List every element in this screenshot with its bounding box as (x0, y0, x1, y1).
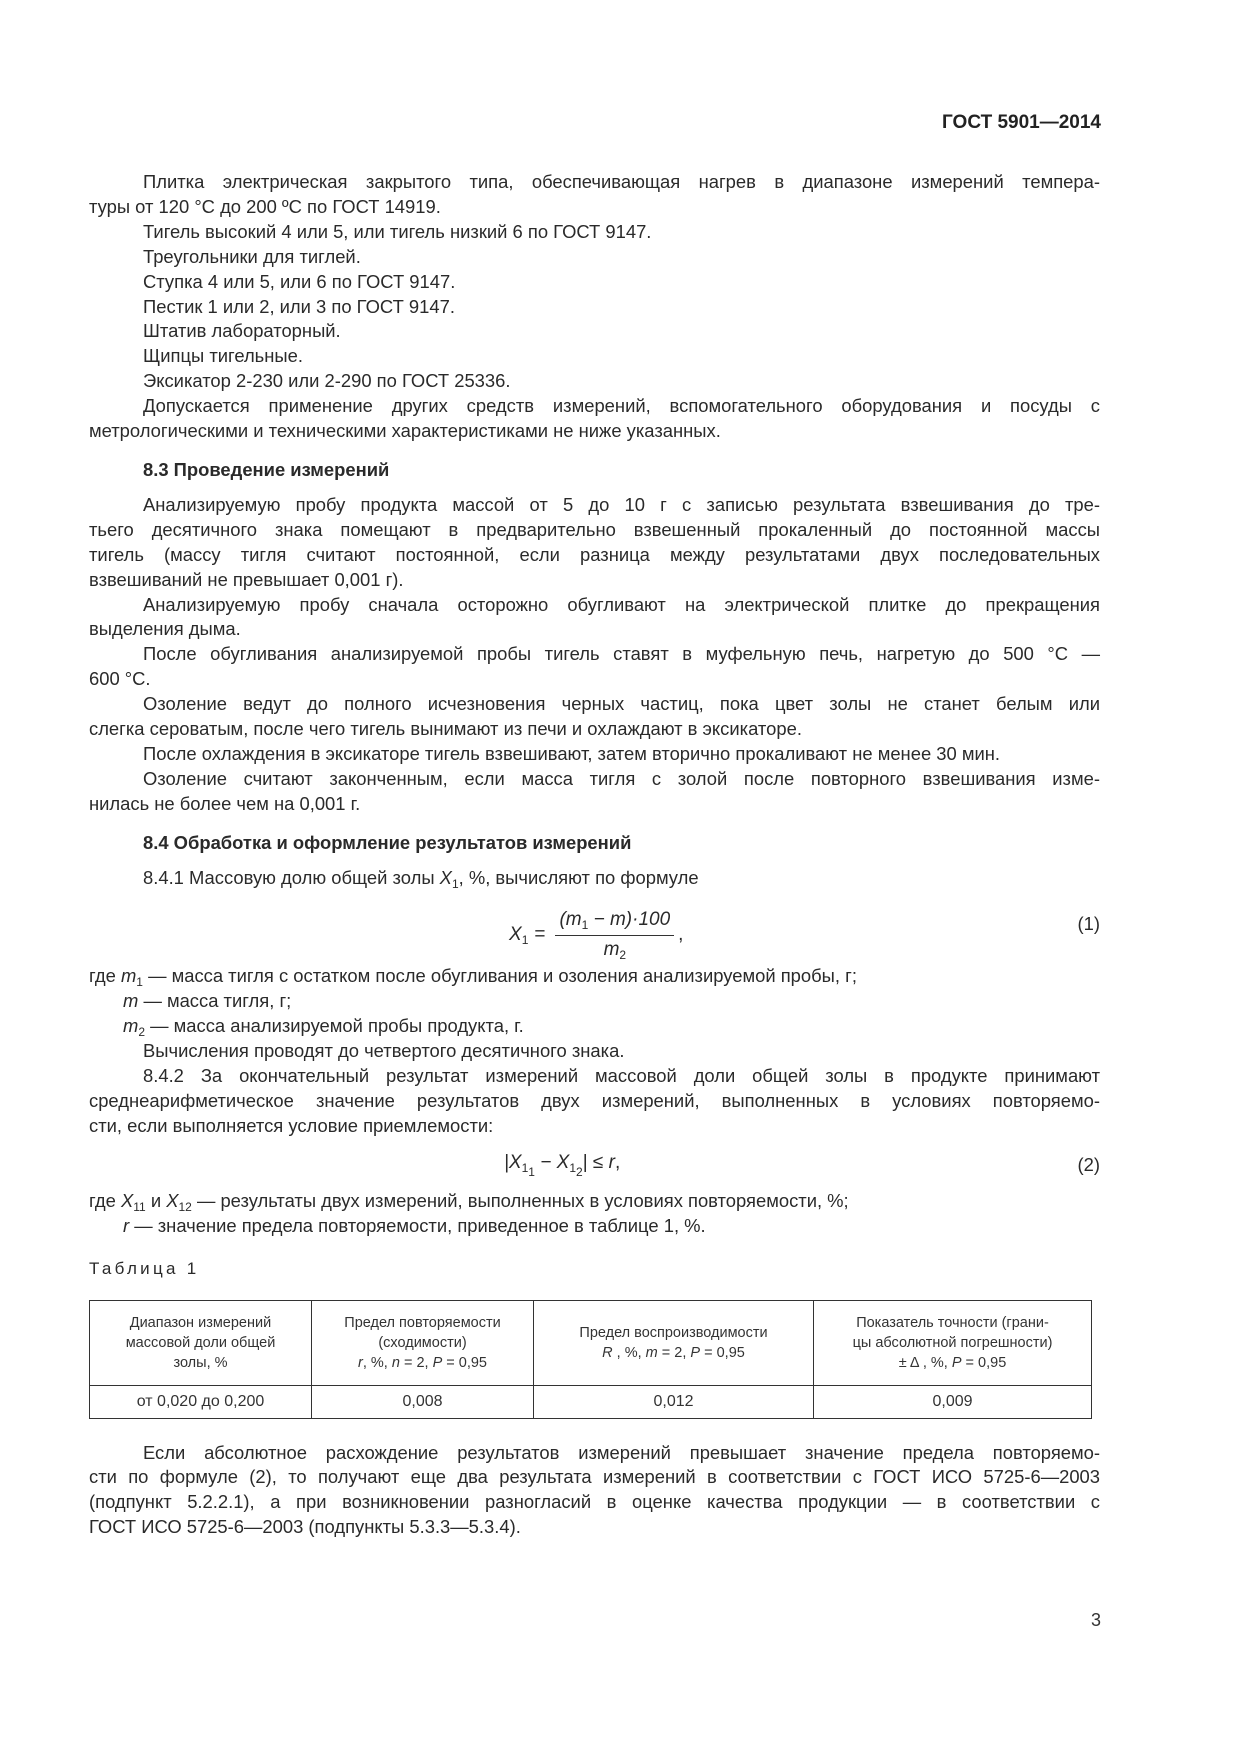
formula-tail: , (678, 924, 684, 946)
s83-paragraph-line: Анализируемую пробу продукта массой от 5 до 10 г с записью результата взвешивания до тре- (143, 493, 1100, 515)
where2-line-2: r — значение предела повторяемости, приведенное в таблице 1, %. (123, 1214, 706, 1236)
where-line-1: где $m_1$ — масса тигля с остатком после обугливания и озоления анализируемой пробы, г; (89, 965, 857, 990)
page-content (89, 170, 1100, 1540)
s83-paragraph-line: Анализируемую пробу сначала осторожно обугливают на электрической плитке до прекращения (143, 593, 1100, 615)
final-paragraph-line: Если абсолютное расхождение результатов измерений превышает значение предела повторяемо- (143, 1441, 1100, 1463)
section-heading-8-3: 8.3 Проведение измерений (143, 458, 390, 480)
formula-2-expression: $|X_{1_1} - X_{1_2}| \le r$, (504, 1151, 621, 1179)
equipment-item: Щипцы тигельные. (143, 345, 303, 367)
table-caption: Таблица 1 (89, 1258, 200, 1278)
where-line-3: $m_2$ — масса анализируемой пробы продукта, г. (123, 1015, 524, 1040)
table-cell: от 0,020 до 0,200 (90, 1385, 312, 1418)
sub-1: 1 (451, 876, 459, 891)
s83-paragraph-line: нилась не более чем на 0,001 г. (89, 792, 361, 814)
table-header-cell: Диапазон измерений массовой доли общей золы, % (90, 1300, 312, 1385)
results-table (89, 1300, 1092, 1419)
s83-paragraph-line: После обугливания анализируемой пробы тигель ставят в муфельную печь, нагретую до 500 °С — (143, 643, 1100, 665)
formula-fraction (555, 908, 674, 963)
s83-paragraph-line: слегка сероватым, после чего тигель вынимают из печи и охлаждают в эксикаторе. (89, 718, 802, 740)
final-paragraph-line: (подпункт 5.2.2.1), а при возникновении разногласий в оценке качества продукции — в соответствии с (89, 1491, 1100, 1513)
formula-lhs: $X_1$ (509, 924, 529, 948)
table-header-cell: Показатель точности (грани- цы абсолютной погрешности) ± Δ , %, P = 0,95 (814, 1300, 1092, 1385)
equipment-item: Эксикатор 2-230 или 2-290 по ГОСТ 25336. (143, 370, 511, 392)
table-row (90, 1385, 1092, 1418)
calc-note: Вычисления проводят до четвертого десятичного знака. (143, 1040, 625, 1062)
formula-intro (89, 866, 1100, 891)
equipment-allow-line1: Допускается применение других средств измерений, вспомогательного оборудования и посуды с (143, 395, 1100, 417)
equation-number-2: (2) (1077, 1153, 1100, 1175)
p842-line: сти, если выполняется условие приемлемости: (89, 1114, 494, 1136)
document-header-id: ГОСТ 5901—2014 (942, 112, 1101, 133)
table-cell: 0,012 (534, 1385, 814, 1418)
fraction-numerator: $(m_1 - m)\cdot 100$ (555, 908, 674, 936)
equipment-item: Треугольники для тиглей. (143, 245, 361, 267)
equipment-plate-line1: Плитка электрическая закрытого типа, обеспечивающая нагрев в диапазоне измерений темпера- (143, 171, 1100, 192)
s83-paragraph-line: тьего десятичного знака помещают в предварительно взвешенный прокаленный до постоянной массы (89, 518, 1100, 540)
var-x: X (439, 866, 452, 888)
where-line-2: m — масса тигля, г; (123, 990, 292, 1012)
equipment-plate-line2: туры от 120 °С до 200 ºС по ГОСТ 14919. (89, 195, 441, 217)
fraction-denominator: $m_2$ (603, 939, 627, 963)
formula-equals: = (534, 924, 546, 946)
formula-1 (89, 894, 1100, 962)
intro-text: , %, вычисляют по формуле (458, 866, 699, 888)
intro-text: 8.4.1 Массовую долю общей золы (143, 866, 440, 888)
equipment-item: Пестик 1 или 2, или 3 по ГОСТ 9147. (143, 295, 455, 317)
table-cell: 0,009 (814, 1385, 1092, 1418)
equipment-item: Тигель высокий 4 или 5, или тигель низкий 6 по ГОСТ 9147. (143, 220, 652, 242)
table-header-cell: Предел воспроизводимости R , %, m = 2, P = 0,95 (534, 1300, 814, 1385)
table-header-row (90, 1300, 1092, 1385)
s83-paragraph-line: тигель (массу тигля считают постоянной, если разница между результатами двух последовательных (89, 543, 1100, 565)
page-number: 3 (1090, 1610, 1101, 1630)
table-header-cell: Предел повторяемости (сходимости) r, %, n = 2, P = 0,95 (312, 1300, 534, 1385)
final-paragraph-line: сти по формуле (2), то получают еще два результата измерений в соответствии с ГОСТ ИСО 5725-6—2003 (89, 1466, 1100, 1488)
where2-line-1: где $X_{11}$ и $X_{12}$ — результаты двух измерений, выполненных в условиях повторяемости, %; (89, 1189, 849, 1214)
s83-paragraph-line: 600 °С. (89, 668, 151, 690)
p842-line: 8.4.2 За окончательный результат измерений массовой доли общей золы в продукте принимают (143, 1065, 1100, 1087)
s83-paragraph-line: Озоление ведут до полного исчезновения черных частиц, пока цвет золы не станет белым или (143, 693, 1100, 715)
final-paragraph-line: ГОСТ ИСО 5725-6—2003 (подпункты 5.3.3—5.3.4). (89, 1516, 521, 1538)
table-cell: 0,008 (312, 1385, 534, 1418)
equation-number-1: (1) (1077, 913, 1100, 935)
formula-2 (89, 1145, 1100, 1185)
s83-paragraph-line: После охлаждения в эксикаторе тигель взвешивают, затем вторично прокаливают не менее 30 мин. (143, 742, 1001, 764)
s83-paragraph-line: взвешиваний не превышает 0,001 г). (89, 568, 404, 590)
equipment-item: Ступка 4 или 5, или 6 по ГОСТ 9147. (143, 270, 456, 292)
equipment-item: Штатив лабораторный. (143, 320, 341, 342)
s83-paragraph-line: выделения дыма. (89, 618, 241, 640)
section-heading-8-4: 8.4 Обработка и оформление результатов измерений (143, 831, 632, 853)
equipment-allow-line2: метрологическими и техническими характеристиками не ниже указанных. (89, 420, 721, 442)
p842-line: среднеарифметическое значение результатов двух измерений, выполненных в условиях повторяемо- (89, 1090, 1100, 1111)
s83-paragraph-line: Озоление считают законченным, если масса тигля с золой после повторного взвешивания изме- (143, 767, 1100, 789)
formula-1-expression (509, 908, 683, 963)
